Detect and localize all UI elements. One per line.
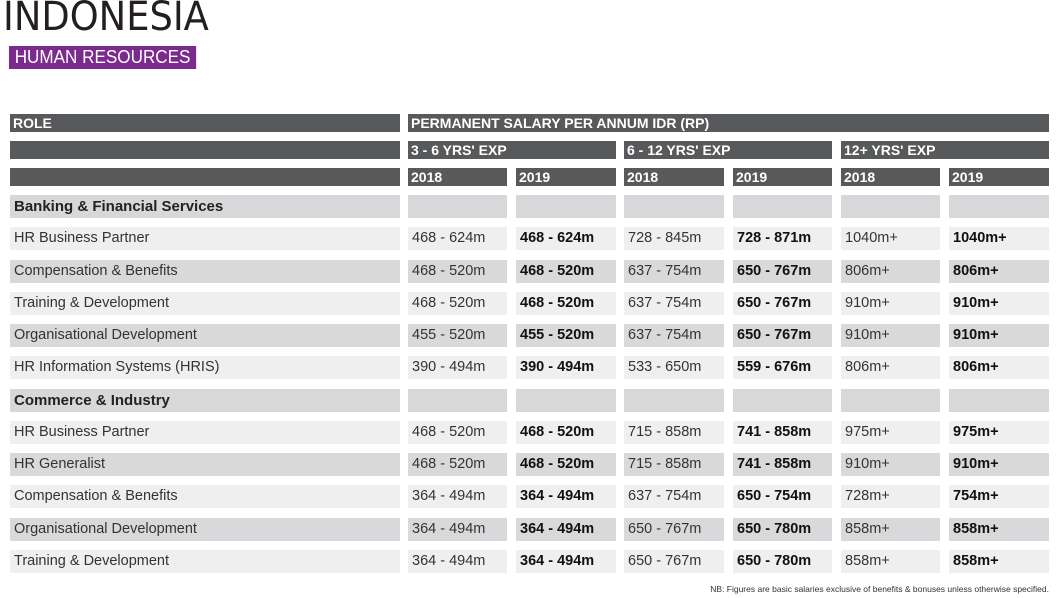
role-name: HR Information Systems (HRIS) — [10, 356, 400, 379]
section-spacer-cell — [949, 195, 1049, 218]
salary-cell: 468 - 520m — [408, 453, 507, 476]
salary-cell: 728 - 845m — [624, 227, 724, 250]
salary-cell: 390 - 494m — [408, 356, 507, 379]
page-title: INDONESIA — [3, 0, 209, 40]
salary-cell: 468 - 520m — [408, 421, 507, 444]
salary-cell: 364 - 494m — [516, 485, 616, 508]
role-header-spacer — [10, 168, 400, 186]
salary-cell: 650 - 767m — [733, 292, 832, 315]
salary-cell: 650 - 780m — [733, 518, 832, 541]
salary-cell: 858m+ — [841, 550, 940, 573]
salary-cell: 468 - 520m — [516, 292, 616, 315]
salary-header: PERMANENT SALARY PER ANNUM IDR (RP) — [408, 114, 1049, 132]
salary-cell: 364 - 494m — [408, 485, 507, 508]
year-header: 2018 — [624, 168, 724, 186]
role-name: HR Business Partner — [10, 421, 400, 444]
salary-cell: 858m+ — [841, 518, 940, 541]
role-name: HR Generalist — [10, 453, 400, 476]
salary-cell: 390 - 494m — [516, 356, 616, 379]
salary-cell: 559 - 676m — [733, 356, 832, 379]
salary-cell: 910m+ — [841, 453, 940, 476]
salary-cell: 806m+ — [949, 356, 1049, 379]
salary-cell: 637 - 754m — [624, 292, 724, 315]
salary-cell: 364 - 494m — [408, 518, 507, 541]
salary-cell: 806m+ — [841, 260, 940, 283]
salary-cell: 364 - 494m — [516, 518, 616, 541]
salary-cell: 728m+ — [841, 485, 940, 508]
salary-cell: 741 - 858m — [733, 453, 832, 476]
salary-cell: 858m+ — [949, 550, 1049, 573]
salary-cell: 715 - 858m — [624, 421, 724, 444]
salary-cell: 364 - 494m — [408, 550, 507, 573]
year-header: 2019 — [516, 168, 616, 186]
section-heading: Commerce & Industry — [10, 389, 400, 412]
salary-cell: 533 - 650m — [624, 356, 724, 379]
salary-cell: 650 - 754m — [733, 485, 832, 508]
salary-cell: 910m+ — [949, 453, 1049, 476]
salary-cell: 468 - 520m — [408, 292, 507, 315]
salary-cell: 975m+ — [841, 421, 940, 444]
group-header: 6 - 12 YRS' EXP — [624, 141, 832, 159]
section-spacer-cell — [949, 389, 1049, 412]
salary-cell: 715 - 858m — [624, 453, 724, 476]
section-badge: HUMAN RESOURCES — [9, 46, 196, 69]
salary-cell: 910m+ — [949, 292, 1049, 315]
role-name: Compensation & Benefits — [10, 485, 400, 508]
salary-cell: 455 - 520m — [516, 324, 616, 347]
role-name: Organisational Development — [10, 518, 400, 541]
role-name: Training & Development — [10, 292, 400, 315]
year-header: 2019 — [949, 168, 1049, 186]
section-spacer-cell — [841, 195, 940, 218]
salary-cell: 468 - 520m — [516, 260, 616, 283]
salary-cell: 741 - 858m — [733, 421, 832, 444]
role-header: ROLE — [10, 114, 400, 132]
salary-cell: 468 - 624m — [516, 227, 616, 250]
section-spacer-cell — [516, 389, 616, 412]
group-header: 3 - 6 YRS' EXP — [408, 141, 616, 159]
salary-cell: 468 - 520m — [408, 260, 507, 283]
role-name: Compensation & Benefits — [10, 260, 400, 283]
section-spacer-cell — [733, 195, 832, 218]
salary-cell: 1040m+ — [841, 227, 940, 250]
section-spacer-cell — [516, 195, 616, 218]
salary-cell: 650 - 767m — [624, 518, 724, 541]
salary-cell: 468 - 520m — [516, 453, 616, 476]
salary-cell: 910m+ — [841, 324, 940, 347]
year-header: 2019 — [733, 168, 832, 186]
salary-cell: 858m+ — [949, 518, 1049, 541]
salary-cell: 910m+ — [841, 292, 940, 315]
salary-cell: 650 - 780m — [733, 550, 832, 573]
section-spacer-cell — [624, 389, 724, 412]
footnote: NB: Figures are basic salaries exclusive of benefits & bonuses unless otherwise specified. — [710, 584, 1049, 594]
salary-cell: 650 - 767m — [733, 260, 832, 283]
year-header: 2018 — [841, 168, 940, 186]
salary-cell: 806m+ — [841, 356, 940, 379]
section-spacer-cell — [841, 389, 940, 412]
role-name: HR Business Partner — [10, 227, 400, 250]
group-header: 12+ YRS' EXP — [841, 141, 1049, 159]
salary-cell: 728 - 871m — [733, 227, 832, 250]
salary-cell: 637 - 754m — [624, 485, 724, 508]
salary-cell: 455 - 520m — [408, 324, 507, 347]
salary-cell: 650 - 767m — [733, 324, 832, 347]
role-name: Training & Development — [10, 550, 400, 573]
salary-cell: 637 - 754m — [624, 260, 724, 283]
salary-cell: 806m+ — [949, 260, 1049, 283]
role-name: Organisational Development — [10, 324, 400, 347]
salary-cell: 910m+ — [949, 324, 1049, 347]
section-spacer-cell — [408, 195, 507, 218]
salary-cell: 468 - 624m — [408, 227, 507, 250]
section-spacer-cell — [408, 389, 507, 412]
salary-cell: 754m+ — [949, 485, 1049, 508]
salary-cell: 468 - 520m — [516, 421, 616, 444]
section-heading: Banking & Financial Services — [10, 195, 400, 218]
salary-cell: 364 - 494m — [516, 550, 616, 573]
role-header-spacer — [10, 141, 400, 159]
year-header: 2018 — [408, 168, 507, 186]
salary-cell: 1040m+ — [949, 227, 1049, 250]
salary-cell: 975m+ — [949, 421, 1049, 444]
section-spacer-cell — [624, 195, 724, 218]
salary-cell: 637 - 754m — [624, 324, 724, 347]
salary-cell: 650 - 767m — [624, 550, 724, 573]
section-spacer-cell — [733, 389, 832, 412]
